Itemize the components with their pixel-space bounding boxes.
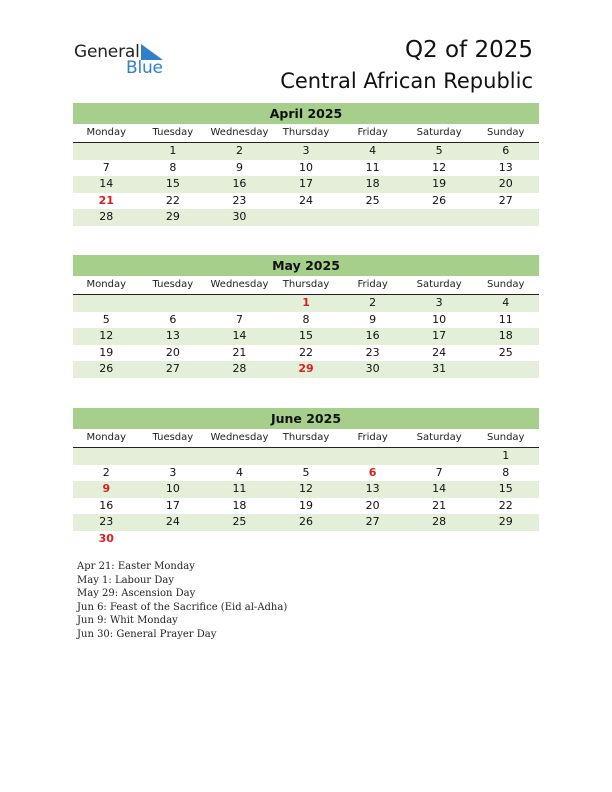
day-cell [472,531,539,548]
day-cell: 17 [299,177,314,190]
day-name: Sunday [487,432,525,443]
day-cell [339,448,406,465]
day-cell: 13 [165,329,180,342]
day-cell: 8 [302,312,310,326]
holiday-note: May 1: Labour Day [77,574,174,586]
holiday-note: Jun 9: Whit Monday [77,615,178,626]
month-header: June 2025 [73,408,539,429]
day-cell: 31 [432,362,447,375]
day-cell: 24 [165,515,180,528]
day-cell [73,448,140,465]
day-cell [206,448,273,465]
day-cell: 5 [102,312,110,326]
day-cell: 5 [435,144,443,157]
day-name: Sunday [487,127,525,138]
day-cell: 22 [299,345,314,359]
day-cell: 16 [99,498,114,512]
day-cell: 15 [165,177,180,190]
day-cell: 14 [99,177,114,190]
day-cell: 25 [365,193,380,207]
day-cell: 6 [368,465,377,479]
day-cell: 23 [232,193,247,207]
day-name: Saturday [416,279,462,290]
week-row [73,160,539,177]
day-cell: 30 [98,531,114,545]
day-cell: 7 [435,465,443,479]
month-may [73,255,539,378]
month-june [73,408,539,547]
day-cell [339,209,406,226]
day-cell [73,295,140,312]
day-cell: 18 [365,177,380,190]
day-cell [339,531,406,548]
day-cell: 7 [102,160,110,174]
week-row [73,514,539,531]
day-cell: 12 [432,160,447,174]
day-cell: 29 [165,210,180,223]
day-cell: 11 [498,312,513,326]
day-names-row [73,124,539,143]
day-cell: 1 [302,296,310,309]
week-row [73,481,539,498]
day-name: Tuesday [152,432,194,443]
day-name: Monday [86,127,127,138]
month-header: April 2025 [73,103,539,124]
day-name: Tuesday [152,279,194,290]
day-cell: 16 [232,177,247,190]
week-row [73,312,539,329]
day-cell: 6 [502,144,510,157]
day-cell [406,448,473,465]
day-cell: 20 [365,498,380,512]
day-cell: 10 [165,482,180,495]
day-cell [273,531,340,548]
logo-blue-text: Blue [126,58,163,78]
day-cell: 26 [432,193,447,207]
day-cell: 24 [299,193,314,207]
day-cell: 8 [169,160,177,174]
day-name: Thursday [282,432,330,443]
day-cell [472,209,539,226]
day-name: Sunday [487,279,525,290]
day-cell: 20 [165,345,180,359]
week-row [73,448,539,465]
day-cell: 21 [432,498,447,512]
day-cell: 29 [498,515,513,528]
day-name: Wednesday [210,432,269,443]
day-cell: 3 [435,296,443,309]
day-cell [206,531,273,548]
week-row [73,193,539,210]
day-cell: 13 [498,160,513,174]
day-cell: 24 [432,345,447,359]
week-row [73,209,539,226]
day-cell: 15 [498,482,513,495]
day-cell: 6 [169,312,177,326]
day-cell: 23 [365,345,380,359]
day-cell: 19 [432,177,447,190]
day-cell: 28 [232,362,247,375]
page-subtitle: Central African Republic [280,69,533,93]
week-row [73,143,539,160]
day-name: Monday [86,432,127,443]
day-cell [273,448,340,465]
day-cell: 10 [432,312,447,326]
day-cell: 25 [232,515,247,528]
day-cell: 7 [235,312,243,326]
week-row [73,328,539,345]
day-name: Friday [357,127,388,138]
day-cell: 4 [502,296,510,309]
holiday-notes [77,560,287,641]
week-row [73,498,539,515]
holiday-note: Apr 21: Easter Monday [77,561,195,572]
day-cell: 3 [169,465,177,479]
day-cell: 27 [165,362,180,375]
week-row [73,361,539,378]
day-cell: 14 [432,482,447,495]
day-cell: 28 [432,515,447,528]
day-cell: 21 [98,193,114,207]
day-cell: 5 [302,465,310,479]
day-cell: 17 [432,329,447,342]
day-names-row [73,276,539,295]
day-name: Saturday [416,127,462,138]
day-cell: 26 [99,362,114,375]
logo-general-text: General [74,42,140,62]
day-cell: 13 [365,482,380,495]
week-row [73,465,539,482]
day-cell [140,295,207,312]
day-cell: 2 [102,465,110,479]
day-cell: 16 [365,329,380,342]
day-cell: 25 [498,345,513,359]
day-cell: 1 [502,449,510,462]
day-name: Friday [357,279,388,290]
day-cell: 23 [99,515,114,528]
day-name: Wednesday [210,127,269,138]
day-names-row [73,429,539,448]
day-cell: 22 [498,498,513,512]
day-cell [206,295,273,312]
day-cell: 27 [498,193,513,207]
day-cell: 11 [232,482,247,495]
day-cell: 19 [99,345,114,359]
day-cell: 2 [235,144,243,157]
day-cell: 2 [369,296,377,309]
day-name: Thursday [282,279,330,290]
day-cell: 22 [165,193,180,207]
logo [74,42,184,82]
day-cell: 20 [498,177,513,190]
day-cell: 4 [235,465,243,479]
day-cell: 18 [232,498,247,512]
day-name: Friday [357,432,388,443]
day-cell: 30 [232,210,247,223]
day-cell [406,531,473,548]
day-cell: 9 [369,312,377,326]
day-name: Wednesday [210,279,269,290]
day-cell: 8 [502,465,510,479]
day-cell [140,448,207,465]
week-row [73,176,539,193]
holiday-note: May 29: Ascension Day [77,588,196,599]
day-cell: 28 [99,210,114,223]
day-cell: 12 [99,329,114,342]
day-cell: 15 [299,329,314,342]
day-name: Thursday [282,127,330,138]
week-row [73,345,539,362]
day-cell: 9 [235,160,243,174]
day-cell: 12 [299,482,314,495]
day-cell: 21 [232,345,247,359]
holiday-note: Jun 6: Feast of the Sacrifice (Eid al-Adha) [77,601,288,613]
holiday-note: Jun 30: General Prayer Day [77,628,217,640]
day-cell: 27 [365,515,380,528]
day-cell [472,361,539,378]
month-april [73,103,539,226]
day-cell: 3 [302,144,310,157]
day-cell [406,209,473,226]
page-title: Q2 of 2025 [404,37,533,63]
day-name: Saturday [416,432,462,443]
day-cell: 17 [165,498,180,512]
day-cell: 29 [298,362,314,375]
day-cell: 26 [299,515,314,528]
day-cell: 10 [299,160,314,174]
day-cell: 30 [365,362,380,375]
day-cell: 11 [365,160,380,174]
week-row [73,531,539,548]
day-name: Monday [86,279,127,290]
month-header: May 2025 [73,255,539,276]
day-cell: 18 [498,329,513,342]
day-cell: 1 [169,144,177,157]
day-cell: 19 [299,498,314,512]
day-cell: 14 [232,329,247,342]
day-cell [73,143,140,160]
day-name: Tuesday [152,127,194,138]
day-cell: 9 [102,482,111,495]
day-cell [273,209,340,226]
day-cell: 4 [369,144,377,157]
day-cell [140,531,207,548]
week-row [73,295,539,312]
